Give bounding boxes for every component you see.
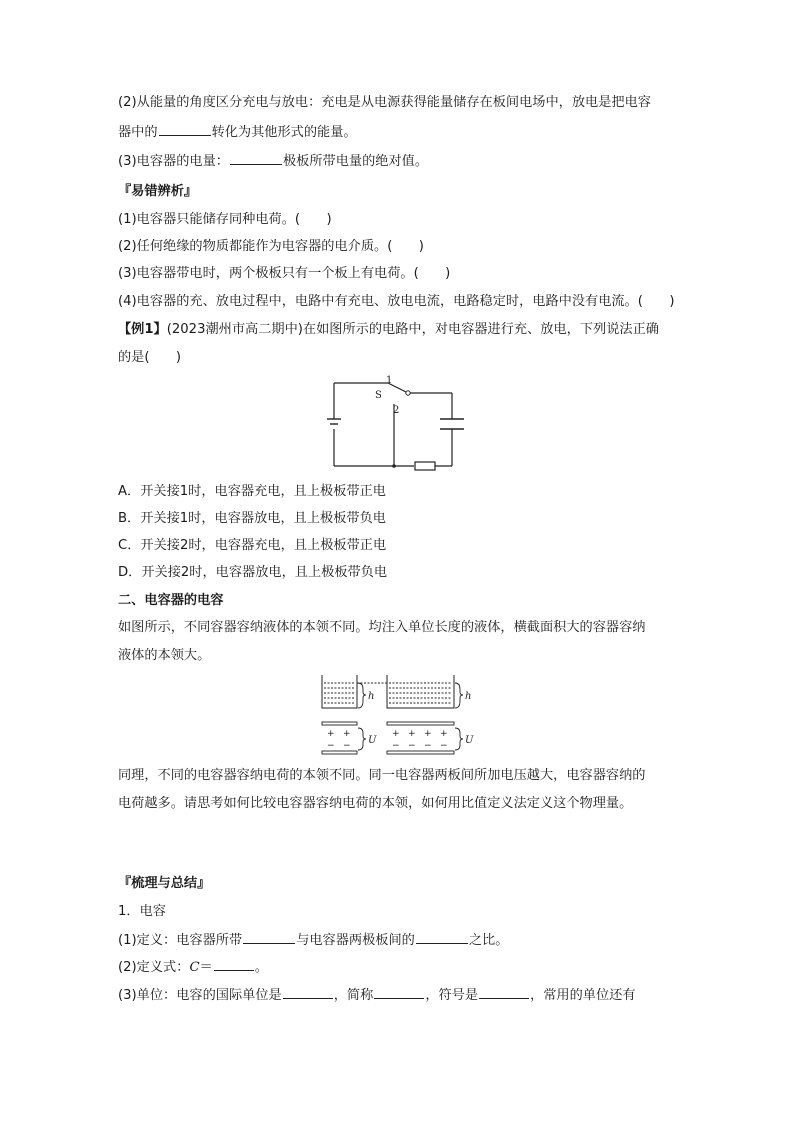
voltage-label-small: U [368, 735, 377, 746]
definition-line [118, 931, 508, 949]
example-line2: 的是( ) [118, 350, 182, 365]
blank-short-name[interactable] [374, 986, 424, 999]
minus-sign: − [343, 741, 351, 751]
option-d[interactable]: D．开关接2时，电容器放电，且上极板带负电 [118, 565, 388, 580]
item2-line2-pre: 器中的 [118, 125, 158, 140]
minus-sign: − [440, 741, 448, 751]
option-a[interactable]: A．开关接1时，电容器充电，且上极板带正电 [118, 484, 386, 499]
plus-sign: + [424, 729, 432, 739]
error-item-3: (3)电容器带电时，两个极板只有一个板上有电荷。( ) [118, 266, 451, 281]
switch-s-label: S [375, 390, 382, 401]
formula-line [118, 958, 268, 976]
section2-heading: 二、电容器的电容 [118, 593, 224, 608]
item3-pre: (3)电容器的电量： [118, 154, 229, 169]
terminal-1-label: 1 [386, 375, 393, 386]
unit-mid2: ，符号是 [425, 988, 479, 1003]
definition-post: 之比。 [468, 933, 509, 948]
item3-line [118, 152, 428, 170]
container-capacitor-figure [315, 670, 485, 760]
height-label-small: h [368, 691, 375, 702]
definition-mid: 与电容器两极板间的 [296, 933, 415, 948]
formula-eq: ＝ [199, 960, 213, 975]
blank-charge[interactable] [243, 931, 295, 944]
blank-charge-plate[interactable] [230, 152, 282, 165]
unit-pre: (3)单位：电容的国际单位是 [118, 988, 282, 1003]
plus-sign: + [440, 729, 448, 739]
example-line1 [118, 322, 659, 338]
plus-sign: + [343, 729, 351, 739]
formula-post: 。 [254, 960, 268, 975]
error-item-1: (1)电容器只能储存同种电荷。( ) [118, 212, 332, 227]
option-b[interactable]: B．开关接1时，电容器放电，且上极板带负电 [118, 511, 386, 526]
circuit-diagram [320, 372, 470, 472]
example-stem: (2023潮州市高二期中)在如图所示的电路中，对电容器进行充、放电，下列说法正确 [166, 322, 659, 337]
item2-line2-post: 转化为其他形式的能量。 [211, 125, 357, 140]
section2-para2-line2: 电荷越多。请思考如何比较电容器容纳电荷的本领，如何用比值定义法定义这个物理量。 [118, 796, 633, 811]
summary-item1: 1．电容 [118, 904, 166, 919]
blank-energy[interactable] [159, 123, 211, 136]
unit-mid1: ，简称 [333, 988, 374, 1003]
unit-post: ，常用的单位还有 [530, 988, 636, 1003]
plus-sign: + [408, 729, 416, 739]
formula-pre: (2)定义式： [118, 960, 190, 975]
item2-line2 [118, 123, 357, 141]
summary-heading: 『梳理与总结』 [118, 876, 211, 891]
terminal-2-label: 2 [393, 405, 400, 416]
item3-post: 极板所带电量的绝对值。 [283, 154, 429, 169]
unit-line [118, 986, 636, 1004]
voltage-label-large: U [465, 735, 474, 746]
blank-voltage[interactable] [416, 931, 468, 944]
formula-var: C [189, 960, 200, 975]
example-tag: 【例1】 [118, 322, 167, 337]
error-item-2: (2)任何绝缘的物质都能作为电容器的电介质。( ) [118, 239, 424, 254]
blank-si-unit[interactable] [283, 986, 333, 999]
minus-sign: − [392, 741, 400, 751]
blank-symbol[interactable] [479, 986, 529, 999]
section2-para1-line1: 如图所示，不同容器容纳液体的本领不同。均注入单位长度的液体，横截面积大的容器容纳 [118, 620, 646, 635]
plus-sign: + [327, 729, 335, 739]
height-label-large: h [465, 691, 472, 702]
minus-sign: − [424, 741, 432, 751]
section2-para2-line1: 同理，不同的电容器容纳电荷的本领不同。同一电容器两板间所加电压越大，电容器容纳的 [118, 768, 646, 783]
option-c[interactable]: C．开关接2时，电容器充电，且上极板带正电 [118, 538, 387, 553]
error-item-4: (4)电容器的充、放电过程中，电路中有充电、放电电流，电路稳定时，电路中没有电流。( ) [118, 294, 675, 309]
section2-para1-line2: 液体的本领大。 [118, 648, 211, 663]
minus-sign: − [327, 741, 335, 751]
definition-pre: (1)定义：电容器所带 [118, 933, 243, 948]
blank-formula[interactable] [214, 958, 254, 971]
plus-sign: + [392, 729, 400, 739]
errors-heading: 『易错辨析』 [118, 184, 198, 199]
item2-line1: (2)从能量的角度区分充电与放电：充电是从电源获得能量储存在板间电场中，放电是把电容 [118, 95, 651, 110]
minus-sign: − [408, 741, 416, 751]
